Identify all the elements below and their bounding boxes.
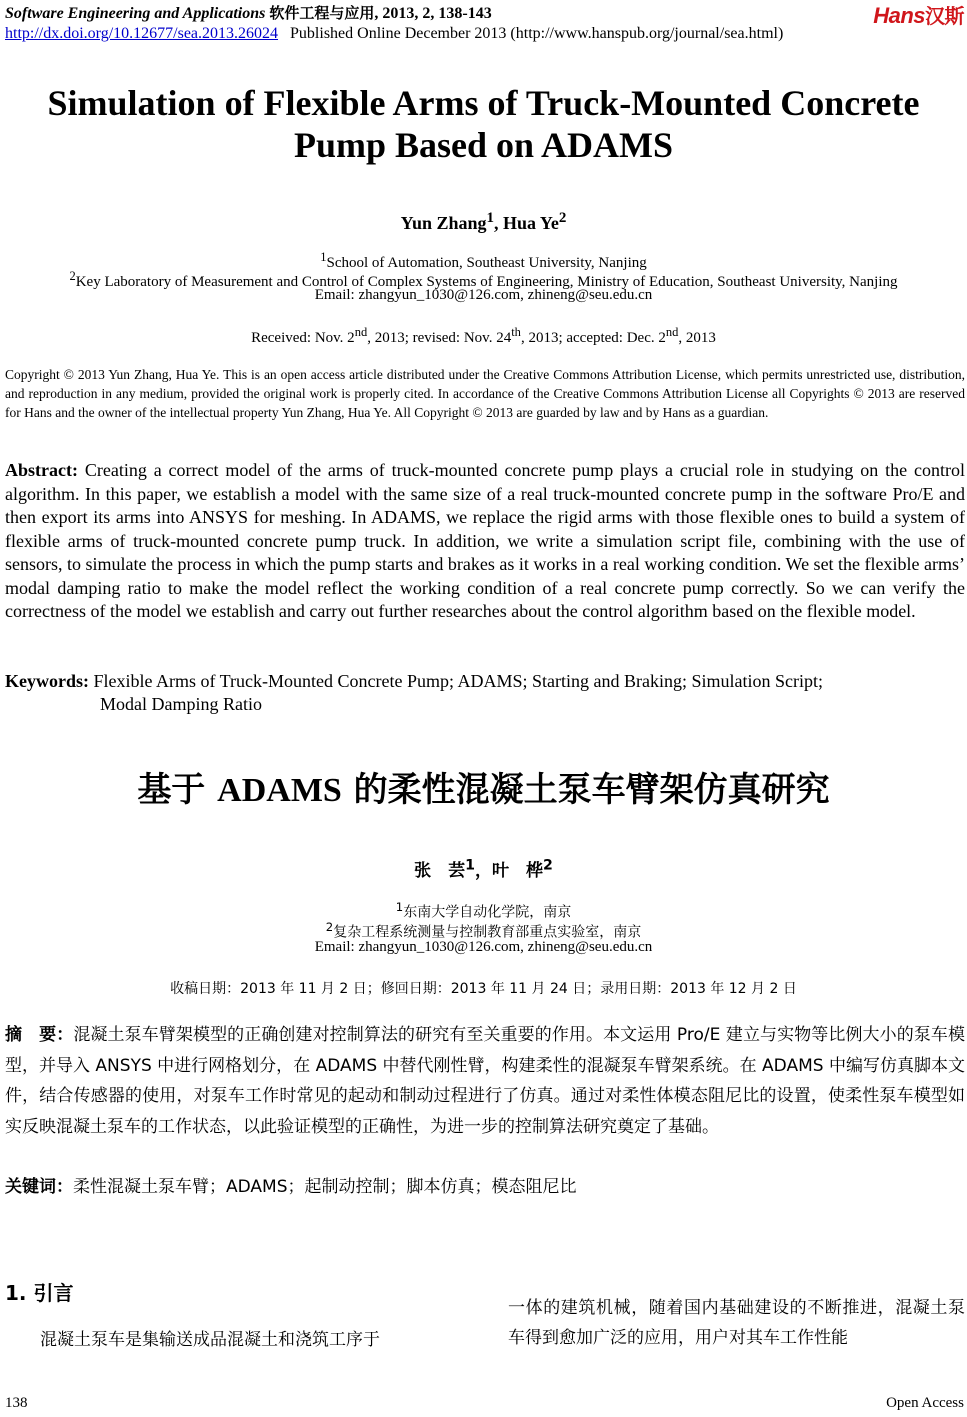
doi-line <box>5 25 783 43</box>
author-1-sup: 1 <box>486 210 495 226</box>
logo-en: Hans <box>873 3 925 28</box>
author-cn-1: 张 芸 <box>414 861 466 881</box>
hans-logo <box>873 0 964 29</box>
abstract-cn-text: 混凝土泵车臂架模型的正确创建对控制算法的研究有至关重要的作用。本文运用 Pro/E 建立与实物等比例大小的泵车模型，并导入 ANSYS 中进行网格划分，在 ADAMS 中替代刚性臂，构建柔性的混凝泵车臂架系统。在 ADAMS 中编写仿真脚本文件，结合传感器的使用，对泵车工作时常见的起动和制动过程进行了仿真。通过对柔性体模态阻尼比的设置，使柔性泵车模型如实反映混凝土泵车的工作状态，以此验证模型的正确性，为进一步的控制算法研究奠定了基础。 <box>5 1025 966 1137</box>
revised-part: , 2013; revised: Nov. 24 <box>367 330 512 346</box>
author-list-cn <box>0 856 967 881</box>
page-number: 138 <box>5 1395 28 1411</box>
author-cn-1-sup: 1 <box>465 857 475 874</box>
accepted-sup: nd <box>665 325 679 339</box>
keywords-cn <box>5 1172 577 1197</box>
journal-name: Software Engineering and Applications <box>5 5 266 22</box>
author-1: Yun Zhang <box>400 213 487 233</box>
abstract-label: Abstract: <box>5 460 78 480</box>
aff-2-text: Key Laboratory of Measurement and Control of Complex Systems of Engineering, Ministry of Education, Southeast University, Nanjing <box>75 274 898 290</box>
keywords-en <box>5 670 965 716</box>
open-access-label: Open Access <box>886 1395 964 1411</box>
accepted-part: , 2013; accepted: Dec. 2 <box>520 330 666 346</box>
keywords-line-2: Modal Damping Ratio <box>100 694 262 714</box>
abstract-cn <box>5 1020 965 1142</box>
aff-2-sup: 2 <box>69 269 76 283</box>
year-part: , 2013 <box>678 330 716 346</box>
author-2: Hua Ye <box>503 213 559 233</box>
email-line-cn: Email: zhangyun_1030@126.com, zhineng@seu.edu.cn <box>314 939 653 955</box>
author-list <box>0 210 967 234</box>
body-text-right: 一体的建筑机械，随着国内基础建设的不断推进，混凝土泵车得到愈加广泛的应用，用户对其车工作性能 <box>508 1298 965 1348</box>
author-sep: , <box>494 213 504 233</box>
keywords-cn-label: 关键词： <box>5 1177 73 1197</box>
keywords-label: Keywords: <box>5 671 89 691</box>
keywords-cn-text: 柔性混凝土泵车臂；ADAMS；起制动控制；脚本仿真；模态阻尼比 <box>73 1177 577 1197</box>
email-line: Email: zhangyun_1030@126.com, zhineng@seu.edu.cn <box>314 287 653 303</box>
received-dates <box>0 325 967 347</box>
title-line-2: Pump Based on ADAMS <box>293 125 674 165</box>
aff-cn-2-sup: 2 <box>325 920 334 934</box>
logo-cn: 汉斯 <box>925 4 964 28</box>
title-cn-a: 基于 <box>137 770 218 810</box>
journal-name-cn: 软件工程与应用 <box>269 4 375 22</box>
copyright-notice: Copyright © 2013 Yun Zhang, Hua Ye. This is an open access article distributed under the Creative Commons Attribution License, which permits unrestricted use, distribution, and reproduction in any medium, provided the original work is properly cited. In accordance of the Creative Commons Attribution License all Copyrights © 2013 are reserved for Hans and the owner of the intellectual property Yun Zhang, Hua Ye. All Copyright © 2013 are guarded by law and by Hans as a guardian. <box>5 367 965 420</box>
author-cn-2-sup: 2 <box>543 857 553 874</box>
paper-title-cn <box>0 762 967 811</box>
title-cn-b: ADAMS <box>217 772 342 809</box>
aff-1-text: School of Automation, Southeast University, Nanjing <box>326 255 647 271</box>
section-heading-intro: 1. 引言 <box>5 1281 74 1305</box>
author-cn-sep: ， <box>475 861 492 881</box>
title-line-1: Simulation of Flexible Arms of Truck-Mounted Concrete <box>47 83 920 123</box>
body-text-left: 混凝土泵车是集输送成品混凝土和浇筑工序于 <box>40 1330 380 1350</box>
abstract-cn-label: 摘 要： <box>5 1025 74 1045</box>
aff-cn-1-text: 东南大学自动化学院，南京 <box>403 904 572 921</box>
aff-cn-1-sup: 1 <box>395 900 404 914</box>
published-note: Published Online December 2013 (http://www.hanspub.org/journal/sea.html) <box>290 25 784 42</box>
received-dates-cn: 收稿日期：2013 年 11 月 2 日；修回日期：2013 年 11 月 24 日；录用日期：2013 年 12 月 2 日 <box>170 981 797 997</box>
author-2-sup: 2 <box>558 210 567 226</box>
journal-header <box>5 2 492 23</box>
title-cn-c: 的柔性混凝土泵车臂架仿真研究 <box>341 770 830 810</box>
journal-volume: , 2013, 2, 138-143 <box>374 5 492 22</box>
received-part: Received: Nov. 2 <box>251 330 355 346</box>
aff-cn-2-text: 复杂工程系统测量与控制教育部重点实验室，南京 <box>333 924 642 941</box>
doi-link[interactable]: http://dx.doi.org/10.12677/sea.2013.26024 <box>5 25 279 42</box>
received-sup: nd <box>354 325 368 339</box>
abstract-en <box>5 459 965 624</box>
aff-1-sup: 1 <box>320 250 327 264</box>
revised-sup: th <box>511 325 521 339</box>
author-cn-2: 叶 桦 <box>492 861 543 881</box>
paper-title <box>0 82 967 166</box>
abstract-text: Creating a correct model of the arms of truck-mounted concrete pump plays a crucial role in studying on the control algorithm. In this paper, we establish a model with the same size of a real truck-mounted concrete pump in the software Pro/E and then export its arms into ANSYS for meshing. In ADAMS, we replace the rigid arms with those flexible ones to build a system of flexible arms of truck-mounted concrete pump truck. In addition, we write a simulation script file, combining with the use of sensors, to simulate the process in which the pump starts and brakes as it works in a real working condition. We set the flexible arms’ modal damping ratio to make the model reflect the working condition of a real concrete pump correctly. So we can verify the correctness of the model we establish and carry out further researches about the control algorithm based on the flexible model. <box>5 460 966 621</box>
keywords-line-1: Flexible Arms of Truck-Mounted Concrete Pump; ADAMS; Starting and Braking; Simulation Script; <box>89 671 823 691</box>
